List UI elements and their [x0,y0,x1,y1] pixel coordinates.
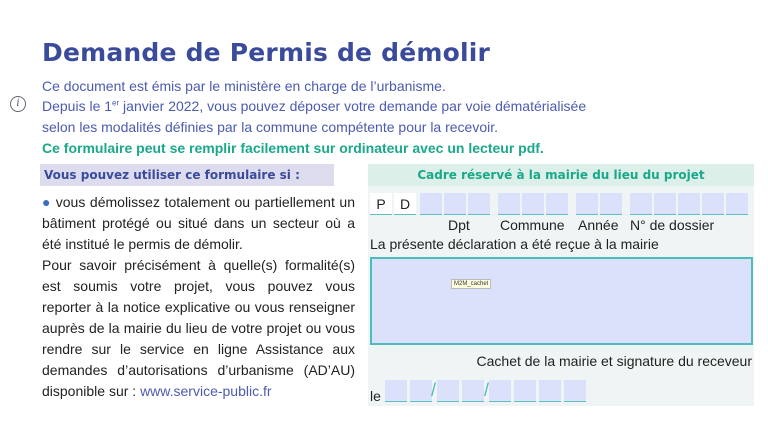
dossier-digit-field[interactable] [654,193,676,215]
dossier-digit-field[interactable] [444,193,466,215]
date-label: le [370,388,381,404]
usage-info: Pour savoir précisément à quelle(s) formalité(s) est soumis votre projet, vous pouvez vous reporter à la notice explicative ou vous renseigner auprès de la mairie du lieu de votre projet ou vous rendre sur le service en ligne Assistance aux demandes d’autorisations d’urbanisme (AD’AU) disponible sur : [42,257,355,399]
usage-text [42,192,355,402]
dossier-digit-field[interactable] [420,193,442,215]
usage-bullet-paragraph [42,192,355,255]
service-public-link[interactable]: www.service-public.fr [140,383,272,399]
date-digit-field[interactable] [462,380,484,402]
dossier-digit-field[interactable] [546,193,568,215]
label-commune: Commune [500,217,565,233]
intro-line-2-start: Depuis le 1 [42,98,113,114]
dossier-digit-field[interactable] [600,193,622,215]
date-digit-field[interactable] [437,380,459,402]
label-dossier: N° de dossier [630,217,715,233]
date-digit-field[interactable] [385,380,407,402]
superscript: er [112,98,120,108]
dossier-digit-field[interactable] [498,193,520,215]
cachet-label: Cachet de la mairie et signature du receveur [476,353,752,369]
dossier-digit-field[interactable] [576,193,598,215]
usage-heading: Vous pouvez utiliser ce formulaire si : [40,164,334,186]
field-tooltip: M2M_cachet [451,279,491,289]
intro-line-3: selon les modalités définies par la commune compétente pour la recevoir. [42,119,499,135]
date-digit-field[interactable] [564,380,586,402]
usage-condition: vous démolissez totalement ou partiellement un bâtiment protégé ou situé dans un secteur où a été institué le permis de démolir. [42,194,355,252]
dossier-digit-field[interactable] [468,193,490,215]
label-dpt: Dpt [448,217,470,233]
label-annee: Année [578,217,619,233]
dossier-digit-field[interactable] [630,193,652,215]
reception-label: La présente déclaration a été reçue à la mairie [370,236,659,252]
code-letter-p: P [370,193,392,215]
usage-paragraph [42,255,355,402]
date-separator: / [431,380,437,400]
code-letter-d: D [394,193,416,215]
mairie-panel-heading: Cadre réservé à la mairie du lieu du projet [368,164,754,186]
cachet-field[interactable] [370,257,753,345]
dossier-digit-field[interactable] [702,193,724,215]
bullet-icon: ● [42,194,52,210]
page-title: Demande de Permis de démolir [42,38,491,67]
dossier-digit-field[interactable] [726,193,748,215]
intro-line-2-end: janvier 2022, vous pouvez déposer votre demande par voie dématérialisée [119,98,587,114]
date-digit-field[interactable] [410,380,432,402]
dossier-digit-field[interactable] [678,193,700,215]
date-separator: / [484,380,490,400]
intro-pdf-note: Ce formulaire peut se remplir facilement sur ordinateur avec un lecteur pdf. [42,140,544,156]
info-icon: i [10,96,26,112]
intro-line-2 [42,98,586,114]
dossier-digit-field[interactable] [522,193,544,215]
intro-line-1: Ce document est émis par le ministère en charge de l’urbanisme. [42,78,446,94]
mairie-panel [368,164,754,406]
date-digit-field[interactable] [489,380,511,402]
date-digit-field[interactable] [539,380,561,402]
date-digit-field[interactable] [514,380,536,402]
